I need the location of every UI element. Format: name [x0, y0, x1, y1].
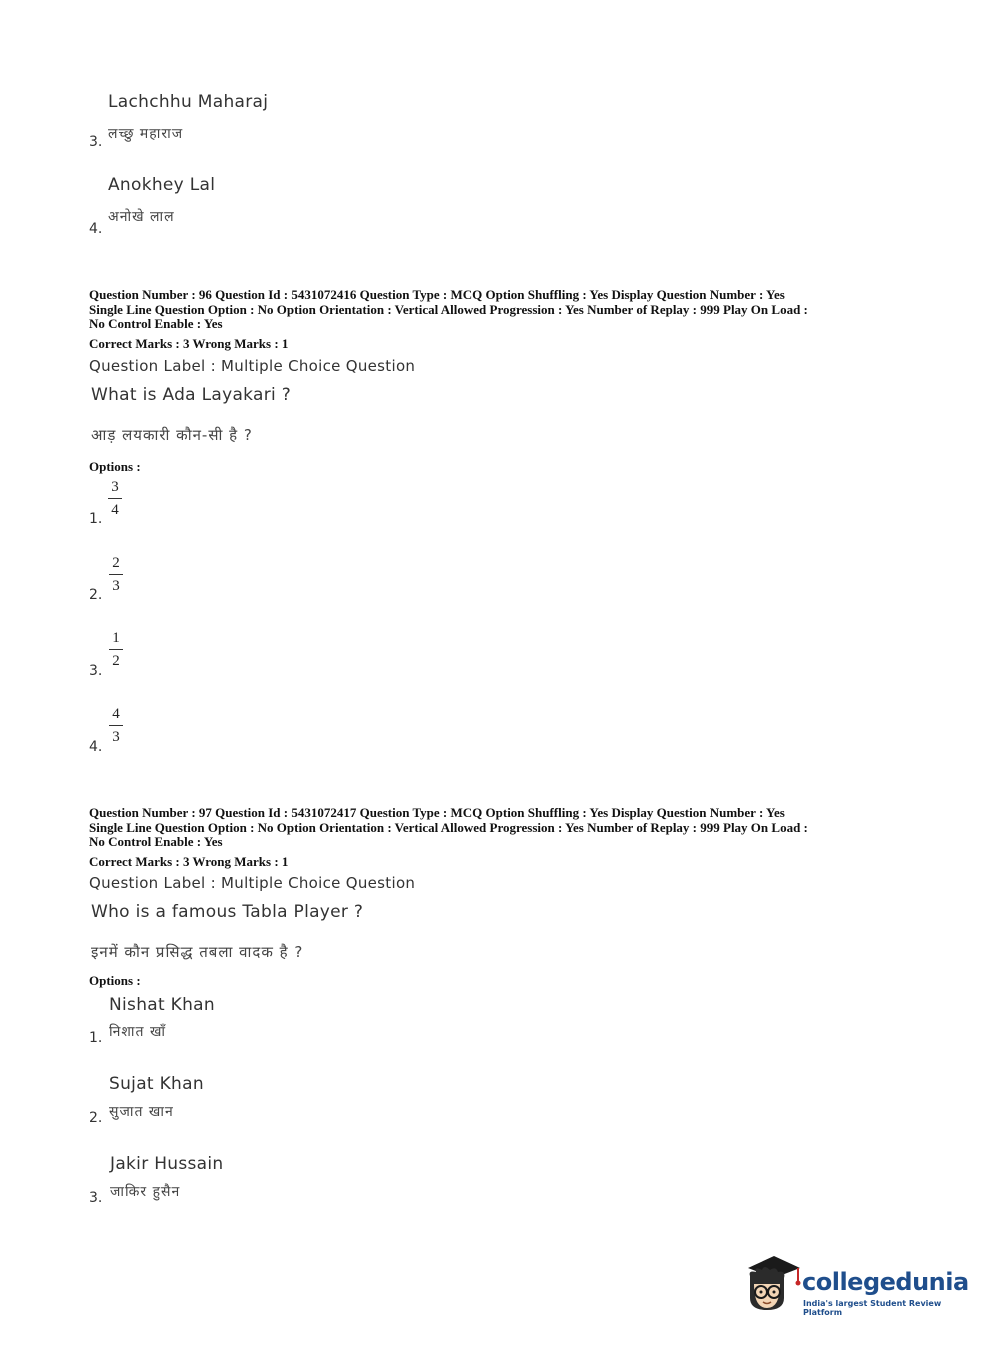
q97-marks: Correct Marks : 3 Wrong Marks : 1	[89, 854, 289, 869]
q96-option-1-number: 1.	[89, 511, 103, 527]
logo-brand-text: collegedunia	[802, 1268, 969, 1296]
graduate-mascot-icon	[740, 1250, 802, 1316]
q97-option-1-hindi: निशात खाँ	[109, 1024, 167, 1040]
q96-option-3-fraction	[109, 630, 123, 670]
prev-option-4-english: Anokhey Lal	[108, 175, 216, 195]
numerator: 3	[111, 479, 119, 495]
prev-option-3-number: 3.	[89, 134, 103, 150]
q97-option-1-number: 1.	[89, 1030, 103, 1046]
q97-meta-line2: Single Line Question Option : No Option Orientation : Vertical Allowed Progression : Yes Number of Replay : 999 Play On Load :	[89, 820, 808, 835]
q97-question-hindi: इनमें कौन प्रसिद्ध तबला वादक है ?	[91, 943, 304, 961]
q96-meta-line2: Single Line Question Option : No Option Orientation : Vertical Allowed Progression : Yes Number of Replay : 999 Play On Load :	[89, 302, 808, 317]
numerator: 2	[112, 555, 120, 571]
numerator: 1	[112, 630, 120, 646]
numerator: 4	[112, 706, 120, 722]
denominator: 3	[112, 578, 120, 594]
q96-marks: Correct Marks : 3 Wrong Marks : 1	[89, 336, 289, 351]
q97-meta-line1: Question Number : 97 Question Id : 5431072417 Question Type : MCQ Option Shuffling : Yes Display Question Number : Yes	[89, 805, 785, 820]
q96-option-2-fraction	[109, 555, 123, 595]
q96-question-hindi: आड़ लयकारी कौन-सी है ?	[91, 426, 253, 444]
q97-option-2-hindi: सुजात खान	[109, 1104, 174, 1120]
q96-option-3-number: 3.	[89, 663, 103, 679]
logo-tagline: India's largest Student Review Platform	[803, 1299, 942, 1317]
q97-question-label: Question Label : Multiple Choice Question	[89, 874, 416, 892]
q97-option-3-hindi: जाकिर हुसैन	[110, 1184, 181, 1200]
q96-option-1-fraction	[108, 479, 122, 519]
prev-option-4-number: 4.	[89, 221, 103, 237]
denominator: 4	[111, 502, 119, 518]
prev-option-3-hindi: लच्छु महाराज	[108, 126, 184, 142]
q97-option-2-number: 2.	[89, 1110, 103, 1126]
q96-options-label: Options :	[89, 459, 141, 474]
q96-option-4-fraction	[109, 706, 123, 746]
q96-option-2-number: 2.	[89, 587, 103, 603]
q97-option-3-number: 3.	[89, 1190, 103, 1206]
denominator: 2	[112, 653, 120, 669]
q96-question-english: What is Ada Layakari ?	[91, 385, 292, 405]
prev-option-4-hindi: अनोखे लाल	[108, 209, 175, 225]
q96-meta-line1: Question Number : 96 Question Id : 5431072416 Question Type : MCQ Option Shuffling : Yes Display Question Number : Yes	[89, 287, 785, 302]
q96-meta-line3: No Control Enable : Yes	[89, 316, 223, 331]
collegedunia-logo	[740, 1250, 970, 1320]
q97-options-label: Options :	[89, 973, 141, 988]
q97-question-english: Who is a famous Tabla Player ?	[91, 902, 364, 922]
q97-option-3-english: Jakir Hussain	[110, 1154, 224, 1174]
prev-option-3-english: Lachchhu Maharaj	[108, 92, 269, 112]
q96-option-4-number: 4.	[89, 739, 103, 755]
q97-option-1-english: Nishat Khan	[109, 995, 215, 1015]
q97-option-2-english: Sujat Khan	[109, 1074, 204, 1094]
q97-meta-line3: No Control Enable : Yes	[89, 834, 223, 849]
q96-question-label: Question Label : Multiple Choice Question	[89, 357, 416, 375]
denominator: 3	[112, 729, 120, 745]
